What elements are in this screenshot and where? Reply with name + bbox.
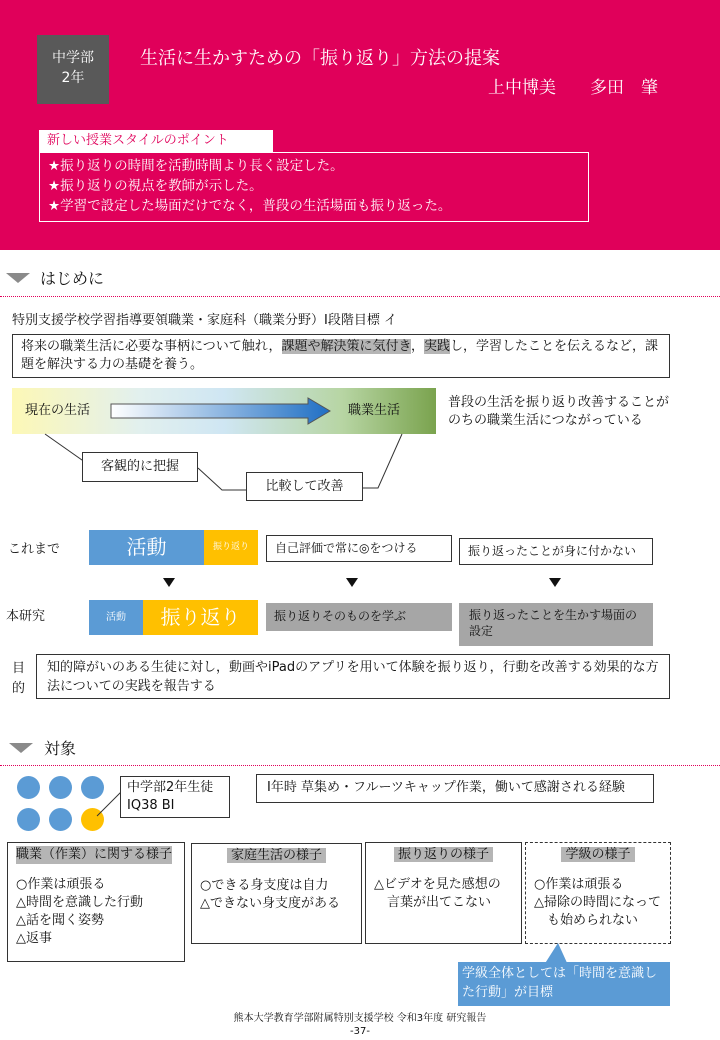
- callout-improve: 比較して改善: [246, 472, 363, 501]
- section-divider: [0, 765, 720, 766]
- card-work-line: △返事: [16, 931, 52, 946]
- student-dot: [49, 776, 72, 799]
- class-goal-callout: 学級全体としては「時間を意識した行動」が目標: [458, 962, 670, 1006]
- purpose-label: [12, 659, 28, 699]
- points-label: 新しい授業スタイルのポイント: [39, 130, 273, 152]
- student-line2: IQ38 BⅠ: [127, 798, 175, 813]
- card-reflect-title: 振り返りの様子: [394, 847, 493, 862]
- quote-text-2: ，: [411, 339, 425, 354]
- card-reflect: [365, 842, 522, 944]
- student-dot: [49, 808, 72, 831]
- flow-right-label: 職業生活: [348, 403, 401, 418]
- grade-badge-line1: 中学部: [52, 50, 94, 66]
- guideline-text: 特別支援学校学習指導要領職業・家庭科（職業分野）Ⅰ段階目標 イ: [12, 313, 397, 328]
- grade-badge: [37, 35, 109, 104]
- card-home-line: ○できる身支度は自力: [200, 878, 329, 893]
- activity-block-research: 活動: [89, 600, 143, 635]
- student-dot: [17, 808, 40, 831]
- section-marker-icon: [9, 743, 33, 753]
- point-2: ★振り返りの視点を教師が示した。: [48, 178, 263, 194]
- quote-highlight-1: 課題や解決策に気付き: [281, 339, 412, 354]
- section-divider: [0, 296, 720, 297]
- card-class: [525, 842, 671, 944]
- student-info: [120, 776, 230, 818]
- student-dot: [17, 776, 40, 799]
- row-label-before: これまで: [8, 542, 61, 557]
- card-work: [7, 842, 185, 962]
- reflect-block-before: 振り返り: [204, 530, 258, 565]
- compare-box-before-1: 自己評価で常に◎をつける: [266, 535, 452, 562]
- down-arrow-icon: [549, 578, 561, 587]
- compare-box-research-1: 振り返りそのものを学ぶ: [266, 603, 452, 631]
- card-home: [191, 843, 362, 944]
- card-work-title: 職業（作業）に関する様子: [16, 847, 173, 862]
- flow-left-label: 現在の生活: [25, 403, 91, 418]
- quote-highlight-2: 実践: [424, 339, 451, 354]
- row-label-research: 本研究: [6, 609, 46, 624]
- purpose-text: 知的障がいのある生徒に対し，動画やiPadのアプリを用いて体験を振り返り，行動を改善する効果的な方法についての実践を報告する: [36, 654, 670, 699]
- intro-heading: はじめに: [40, 269, 105, 288]
- card-reflect-line: △ビデオを見た感想の言葉が出てこない: [374, 877, 501, 910]
- down-arrow-icon: [346, 578, 358, 587]
- flow-note: 普段の生活を振り返り改善することがのちの職業生活につながっている: [448, 395, 670, 428]
- card-class-line: △掃除の時間になっても始められない: [534, 895, 661, 928]
- point-1: ★振り返りの時間を活動時間より長く設定した。: [48, 158, 344, 174]
- footer-school: 熊本大学教育学部附属特別支援学校 令和3年度 研究報告: [233, 1013, 487, 1024]
- page-title: 生活に生かすための「振り返り」方法の提案: [140, 48, 500, 69]
- callout-objective: 客観的に把握: [82, 452, 198, 482]
- quote-text-3: し，学習したことを伝えるなど，課題を解決する力の基礎を養う。: [21, 339, 659, 372]
- compare-box-research-2: 振り返ったことを生かす場面の設定: [459, 603, 653, 646]
- authors: 上中博美 多田 肇: [488, 78, 658, 98]
- card-class-line: ○作業は頑張る: [534, 877, 624, 892]
- point-3: ★学習で設定した場面だけでなく，普段の生活場面も振り返った。: [48, 198, 452, 214]
- grade-badge-line2: 2年: [61, 70, 85, 86]
- flow-arrow-icon: [110, 397, 332, 425]
- compare-box-before-2: 振り返ったことが身に付かない: [459, 538, 653, 565]
- guideline-quote: [12, 334, 670, 378]
- section-marker-icon: [6, 273, 30, 283]
- card-work-line: ○作業は頑張る: [16, 877, 106, 892]
- card-home-title: 家庭生活の様子: [227, 848, 326, 863]
- card-work-line: △話を聞く姿勢: [16, 913, 104, 928]
- purpose-label-2: 的: [12, 681, 26, 696]
- points-box: [39, 152, 589, 222]
- purpose-label-1: 目: [12, 661, 26, 676]
- down-arrow-icon: [163, 578, 175, 587]
- quote-text-1: 将来の職業生活に必要な事柄について触れ，: [21, 339, 282, 354]
- reflect-block-research: 振り返り: [143, 600, 258, 635]
- activity-block-before: 活動: [89, 530, 204, 565]
- card-work-line: △時間を意識した行動: [16, 895, 143, 910]
- student-line1: 中学部2年生徒: [127, 780, 214, 795]
- experience-box: Ⅰ年時 草集め・フルーツキャップ作業，働いて感謝される経験: [256, 774, 654, 803]
- flow-connector-lines: [0, 430, 440, 510]
- footer-page-number: -37-: [350, 1026, 370, 1037]
- target-heading: 対象: [44, 739, 77, 758]
- card-home-line: △できない身支度がある: [200, 896, 340, 911]
- card-class-title: 学級の様子: [561, 847, 634, 862]
